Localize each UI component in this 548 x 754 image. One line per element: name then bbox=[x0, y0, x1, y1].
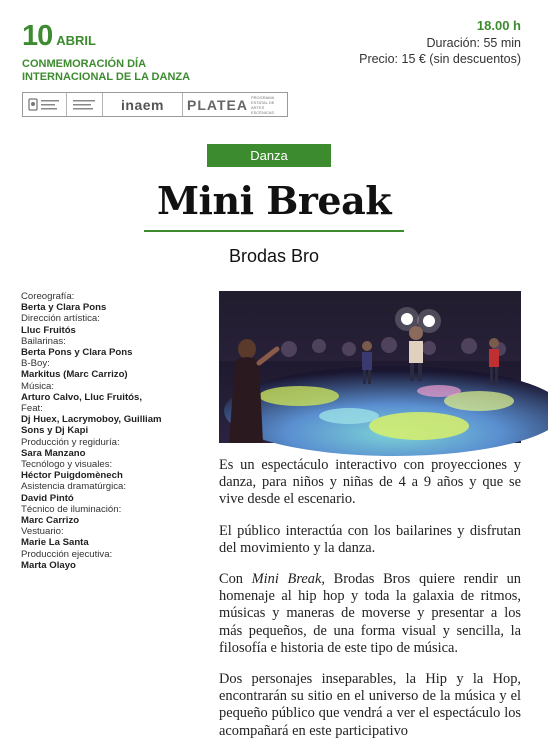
credit-role: Dirección artística: bbox=[21, 313, 100, 325]
credit-name: David Pintó bbox=[21, 492, 74, 504]
event-time: 18.00 h bbox=[476, 18, 521, 33]
event-occasion-line2: INTERNACIONAL DE LA DANZA bbox=[22, 71, 191, 83]
credit-name: Marie La Santa bbox=[21, 537, 89, 549]
description-paragraph-2: El público interactúa con los bailarines y disfrutan del movimiento y la danza. bbox=[219, 522, 521, 556]
p3-pre: Con bbox=[219, 571, 252, 588]
description-paragraph-4: Dos personajes inseparables, la Hip y la Hop, encontrarán su sitio en el universo de la música y el pequeño público que vendrá a ver el espectáculo los acompañará en este participativo bbox=[219, 671, 521, 739]
credit-role: B-Boy: bbox=[21, 358, 50, 370]
stage-photo-image bbox=[219, 291, 521, 443]
inaem-logo bbox=[103, 93, 183, 116]
credit-name: Lluc Fruitós bbox=[21, 324, 76, 336]
event-info bbox=[359, 18, 521, 68]
credit-name: Héctor Puigdomènech bbox=[21, 470, 123, 482]
description-paragraph-3 bbox=[219, 571, 521, 657]
credit-role: Asistencia dramatúrgica: bbox=[21, 481, 127, 493]
event-date bbox=[22, 20, 96, 53]
event-duration: Duración: 55 min bbox=[426, 35, 521, 50]
credit-name: Berta Pons y Clara Pons bbox=[21, 347, 133, 359]
description bbox=[219, 457, 521, 754]
credit-role: Música: bbox=[21, 380, 55, 392]
event-occasion bbox=[22, 58, 222, 84]
p3-post: , Brodas Bros quiere rendir un homenaje al hip hop y toda la galaxia de ritmos, músicas y maneras de moverse y presentar a los más pequeños, de una forma visual y sencilla, la filosofía e historia de este tipo de música. bbox=[219, 571, 521, 656]
category-badge: Danza bbox=[207, 144, 331, 167]
credit-role: Bailarinas: bbox=[21, 335, 66, 347]
event-occasion-line1: CONMEMORACIÓN DÍA bbox=[22, 58, 147, 70]
credit-role: Vestuario: bbox=[21, 526, 64, 538]
sponsor-logos bbox=[22, 92, 288, 117]
credit-role: Producción y regiduría: bbox=[21, 436, 120, 448]
event-price: Precio: 15 € (sin descuentos) bbox=[359, 52, 521, 66]
ministry-culture-logo bbox=[67, 93, 103, 116]
credit-role: Tecnólogo y visuales: bbox=[21, 459, 113, 471]
credit-name: Sons y Dj Kapi bbox=[21, 425, 89, 437]
title-underline bbox=[144, 230, 404, 232]
credit-name: Marta Olayo bbox=[21, 559, 76, 571]
credit-role: Técnico de iluminación: bbox=[21, 503, 122, 515]
company-name: Brodas Bro bbox=[228, 246, 320, 266]
p3-show-title: Mini Break bbox=[251, 571, 322, 588]
credit-name: Markitus (Marc Carrizo) bbox=[21, 369, 128, 381]
credit-role: Feat: bbox=[21, 403, 43, 415]
coat-of-arms-icon bbox=[27, 96, 63, 114]
platea-caption: PROGRAMA ESTATAL DE ARTES ESCÉNICAS bbox=[250, 94, 275, 115]
ministry-logo bbox=[23, 93, 67, 116]
credit-name: Sara Manzano bbox=[21, 447, 86, 459]
platea-wordmark: PLATEA bbox=[187, 96, 248, 113]
credit-role: Coreografía: bbox=[21, 291, 75, 302]
credit-name: Berta y Clara Pons bbox=[21, 302, 107, 314]
credit-name: Marc Carrizo bbox=[21, 515, 80, 527]
show-title: Mini Break bbox=[156, 178, 392, 223]
show-photo bbox=[219, 291, 521, 443]
event-day: 10 bbox=[22, 20, 53, 52]
event-month: ABRIL bbox=[56, 33, 96, 48]
platea-logo bbox=[183, 93, 287, 116]
ministry-text-icon bbox=[71, 98, 99, 112]
credit-name: Dj Huex, Lacrymoboy, Guilliam bbox=[21, 414, 162, 426]
credit-role: Producción ejecutiva: bbox=[21, 548, 113, 560]
inaem-wordmark: inaem bbox=[121, 96, 164, 113]
credits-list bbox=[21, 291, 201, 571]
credit-name: Arturo Calvo, Lluc Fruitós, bbox=[21, 391, 142, 403]
description-paragraph-1: Es un espectáculo interactivo con proyecciones y danza, para niños y niñas de 4 a 9 años y que se vive desde el escenario. bbox=[219, 457, 521, 508]
